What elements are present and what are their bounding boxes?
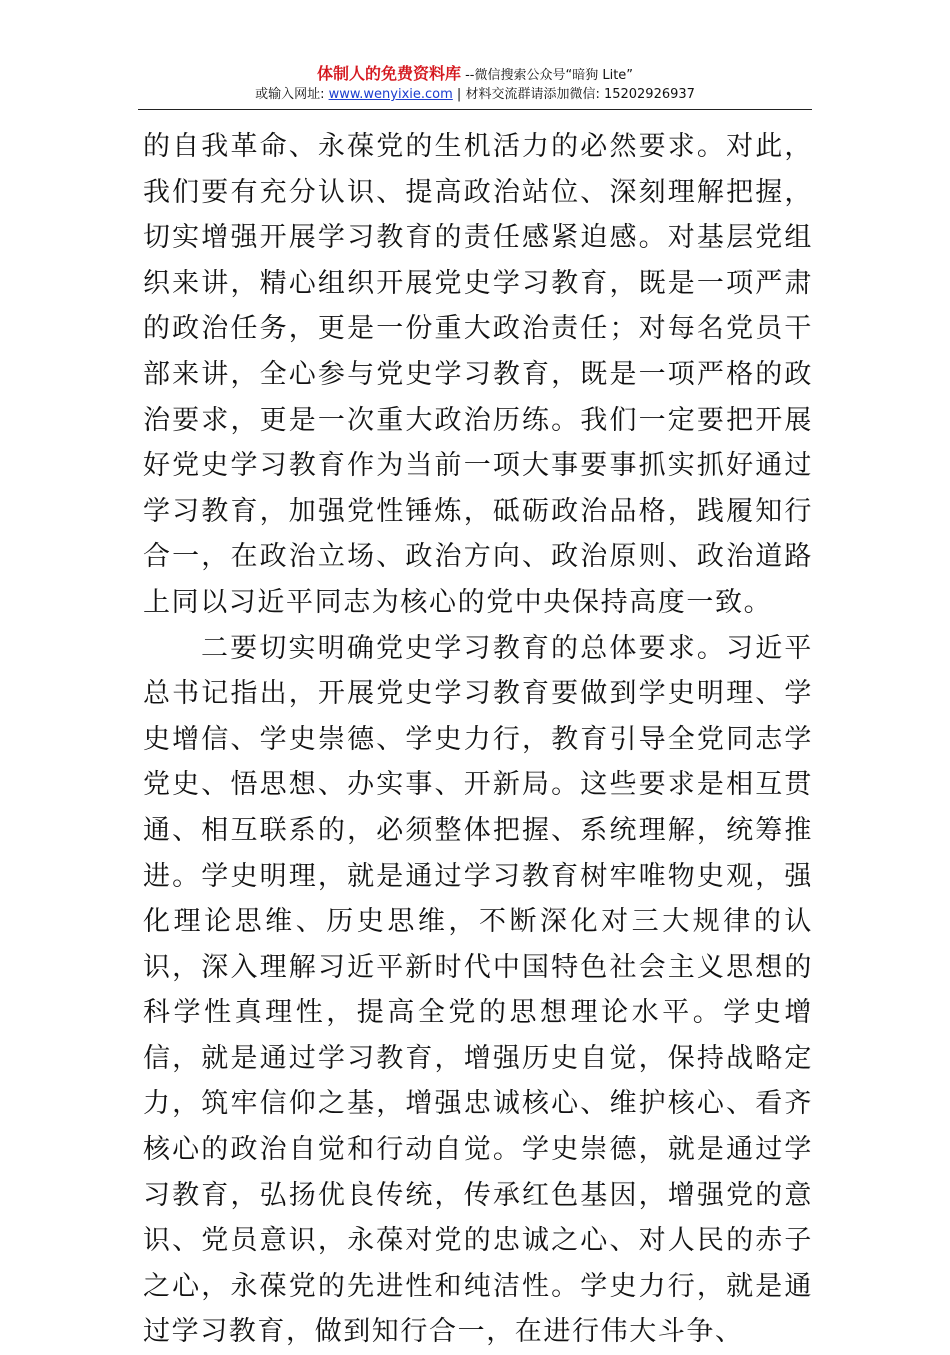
document-body (143, 124, 813, 1355)
header-banner (0, 64, 950, 84)
url-prefix: 或输入网址: (255, 87, 329, 102)
paragraph-requirements: 二要切实明确党史学习教育的总体要求。习近平总书记指出，开展党史学习教育要做到学史明理、学史增信、学史崇德、学史力行，教育引导全党同志学党史、悟思想、办实事、开新局。这些要求是相互贯通、相互联系的，必须整体把握、系统理解，统筹推进。学史明理，就是通过学习教育树牢唯物史观，强化理论思维、历史思维，不断深化对三大规律的认识，深入理解习近平新时代中国特色社会主义思想的科学性真理性，提高全党的思想理论水平。学史增信，就是通过学习教育，增强历史自觉，保持战略定力，筑牢信仰之基，增强忠诚核心、维护核心、看齐核心的政治自觉和行动自觉。学史崇德，就是通过学习教育，弘扬优良传统，传承红色基因，增强党的意识、党员意识，永葆对党的忠诚之心、对人民的赤子之心，永葆党的先进性和纯洁性。学史力行，就是通过学习教育，做到知行合一，在进行伟大斗争、 (143, 632, 813, 1348)
header-contact-line (0, 86, 950, 104)
website-link[interactable]: www.wenyixie.com (328, 87, 453, 102)
page-header (0, 64, 950, 104)
header-slogan: --微信搜索公众号“暗狗 Lite” (460, 68, 634, 83)
brand-title: 体制人的免费资料库 (316, 64, 461, 83)
header-divider (138, 109, 812, 110)
paragraph-continued: 的自我革命、永葆党的生机活力的必然要求。对此，我们要有充分认识、提高政治站位、深刻理解把握，切实增强开展学习教育的责任感紧迫感。对基层党组织来讲，精心组织开展党史学习教育，既是一项严肃的政治任务，更是一份重大政治责任；对每名党员干部来讲，全心参与党史学习教育，既是一项严格的政治要求，更是一次重大政治历练。我们一定要把开展好党史学习教育作为当前一项大事要事抓实抓好通过学习教育，加强党性锤炼，砥砺政治品格，践履知行合一，在政治立场、政治方向、政治原则、政治道路上同以习近平同志为核心的党中央保持高度一致。 (143, 131, 813, 618)
contact-info: | 材料交流群请添加微信: 15202926937 (452, 87, 695, 102)
